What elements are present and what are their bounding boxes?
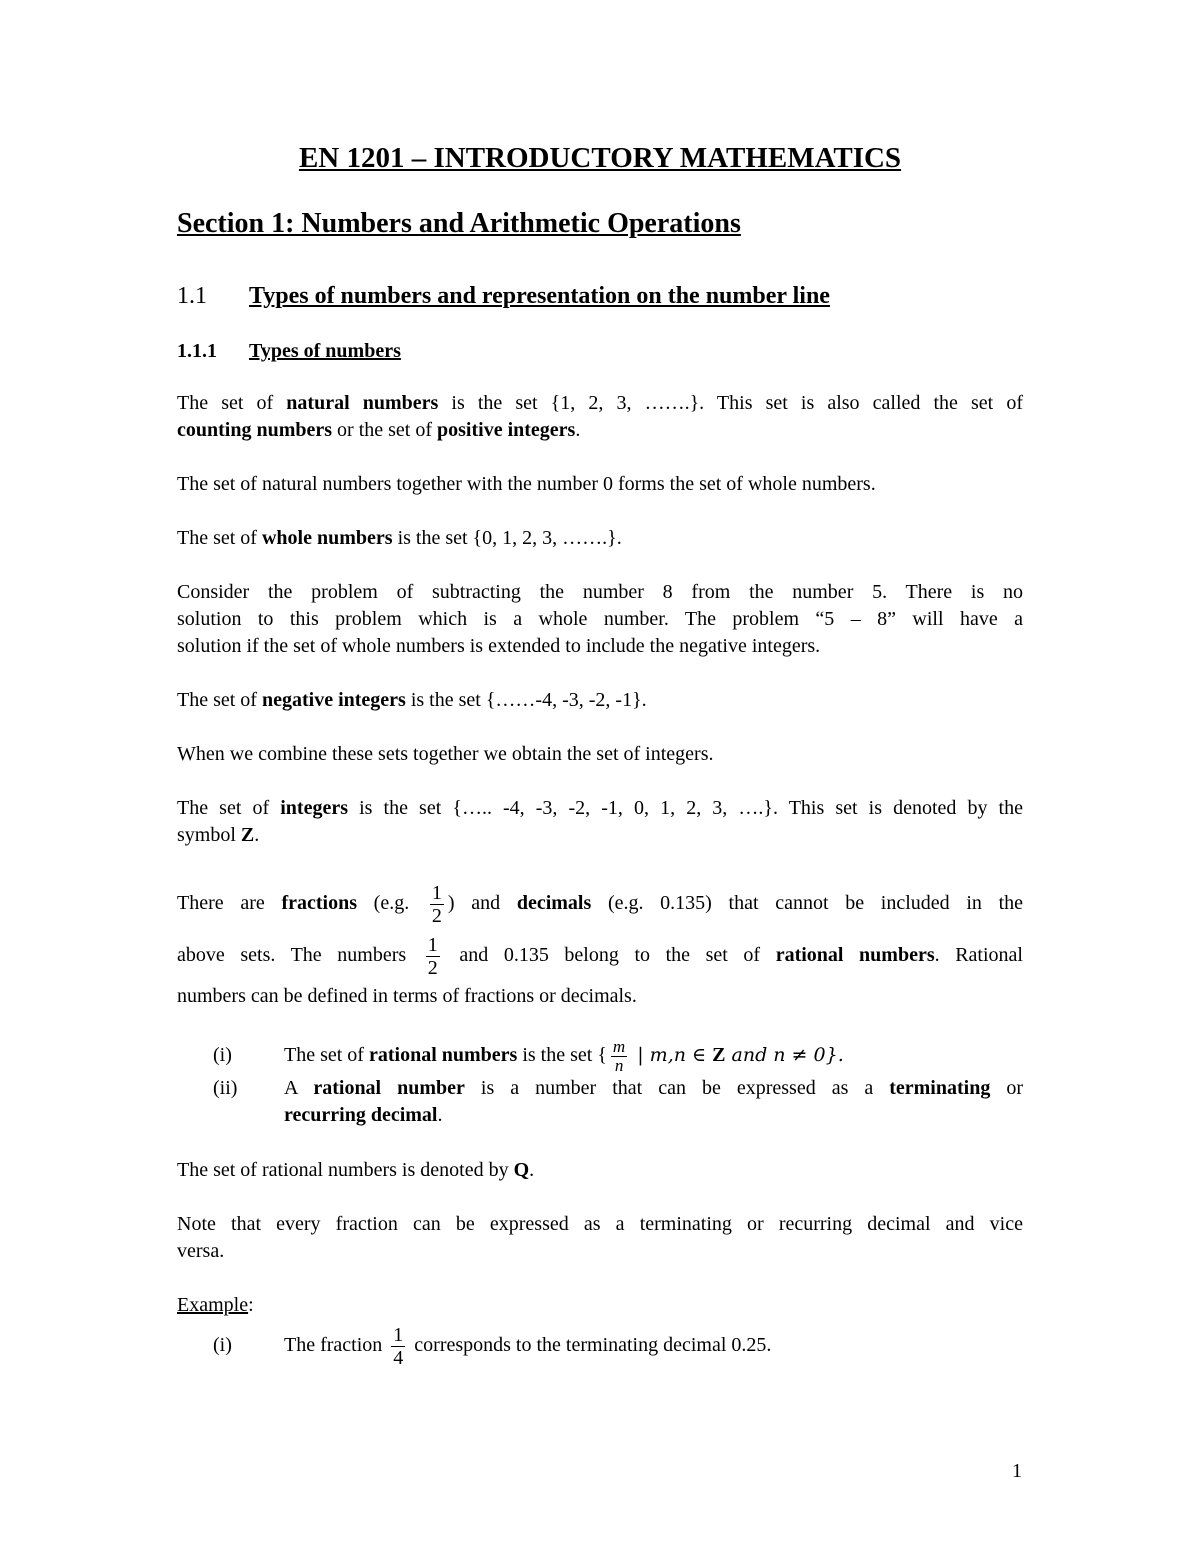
subsection-title: Types of numbers and representation on the number line — [249, 283, 830, 309]
text: is the set {….. -4, -3, -2, -1, 0, 1, 2, 3, ….}. This set is denoted by the — [348, 797, 1023, 819]
definition-body — [284, 1028, 1023, 1082]
paragraph-integers-line2 — [177, 822, 1023, 849]
text: The set of — [177, 689, 262, 711]
text: or — [990, 1077, 1023, 1099]
text: : — [248, 1294, 254, 1316]
paragraph-fractions-line1 — [177, 878, 1023, 928]
paragraph-subtraction-line2: solution to this problem which is a whole number. The problem “5 – 8” will have a — [177, 608, 1023, 630]
text: . Rational — [934, 944, 1023, 966]
term-fractions: fractions — [281, 892, 357, 914]
term-recurring-decimal: recurring decimal — [284, 1104, 438, 1126]
term-rational-numbers: rational numbers — [775, 944, 935, 966]
text: . — [437, 1104, 443, 1126]
text: or the set of — [332, 419, 438, 441]
text: is the set {0, 1, 2, 3, …….}. — [392, 527, 622, 549]
term-positive-integers: positive integers — [437, 419, 576, 441]
paragraph-whole-numbers — [177, 525, 1023, 552]
subsubsection-heading — [177, 336, 401, 366]
paragraph-natural-numbers-line1 — [177, 390, 1023, 417]
paragraph-combine-sets: When we combine these sets together we obtain the set of integers. — [177, 743, 714, 765]
subsubsection-number: 1.1.1 — [177, 340, 217, 362]
text: is the set {……-4, -3, -2, -1}. — [405, 689, 647, 711]
paragraph-negative-integers — [177, 687, 1023, 714]
paragraph-note-line2: versa. — [177, 1240, 225, 1262]
fraction-numerator: 1 — [427, 933, 438, 956]
fraction-denominator: n — [614, 1055, 624, 1075]
text: The set of rational numbers is denoted by — [177, 1159, 514, 1181]
text: The set of — [177, 797, 281, 819]
paragraph-note-line1: Note that every fraction can be expressed as a terminating or recurring decimal and vice — [177, 1213, 1023, 1235]
term-decimals: decimals — [516, 892, 592, 914]
symbol-z: Z — [712, 1044, 726, 1066]
text: ) and — [447, 892, 517, 914]
subsubsection-title: Types of numbers — [249, 340, 401, 362]
list-label: (i) — [213, 1334, 232, 1356]
fraction-one-half — [430, 882, 444, 927]
text: above sets. The numbers — [177, 944, 422, 966]
text: is the set {1, 2, 3, …….}. This set is also called the set of — [438, 392, 1024, 414]
section-title: Section 1: Numbers and Arithmetic Operations — [177, 208, 741, 239]
term-integers: integers — [280, 797, 348, 819]
example-heading — [177, 1292, 254, 1319]
text: . — [254, 824, 260, 846]
definition-body-line2 — [284, 1102, 1023, 1129]
subsection-heading — [177, 279, 830, 313]
term-counting-numbers: counting numbers — [177, 419, 333, 441]
fraction-m-over-n — [611, 1038, 627, 1075]
course-title: EN 1201 – INTRODUCTORY MATHEMATICS — [298, 142, 902, 174]
term-natural-numbers: natural numbers — [286, 392, 439, 414]
list-label: (i) — [213, 1044, 232, 1066]
text: . — [575, 419, 581, 441]
symbol-z: Z — [240, 824, 255, 846]
term-negative-integers: negative integers — [261, 689, 406, 711]
paragraph-subtraction-line1: Consider the problem of subtracting the number 8 from the number 5. There is no — [177, 581, 1023, 603]
example-label: Example — [177, 1294, 249, 1316]
symbol-q: Q — [513, 1159, 530, 1181]
subsection-number: 1.1 — [177, 283, 207, 309]
text: . — [529, 1159, 535, 1181]
text: The fraction — [284, 1334, 388, 1356]
text: The set of — [177, 527, 262, 549]
term-whole-numbers: whole numbers — [261, 527, 393, 549]
text: There are — [177, 892, 282, 914]
paragraph-fractions-line3: numbers can be defined in terms of fractions or decimals. — [177, 985, 637, 1007]
paragraph-fractions-line2 — [177, 930, 1023, 980]
fraction-numerator: 1 — [393, 1323, 404, 1346]
text: and 0.135 belong to the set of — [443, 944, 776, 966]
paragraph-integers-line1 — [177, 795, 1023, 822]
text: (e.g. — [356, 892, 426, 914]
definition-body-line1 — [284, 1075, 1023, 1102]
text: A — [284, 1077, 314, 1099]
fraction-one-half — [426, 934, 440, 979]
text: corresponds to the terminating decimal 0.25. — [409, 1334, 772, 1356]
text: is a number that can be expressed as a — [464, 1077, 890, 1099]
text: The set of — [177, 392, 287, 414]
example-body — [284, 1318, 1023, 1372]
text: is the set { — [517, 1044, 607, 1066]
list-label: (ii) — [213, 1077, 238, 1099]
page-number: 1 — [1012, 1460, 1022, 1482]
paragraph-natural-numbers-line2 — [177, 417, 1023, 444]
fraction-one-quarter — [391, 1324, 405, 1369]
paragraph-whole-numbers-intro: The set of natural numbers together with the number 0 forms the set of whole numbers. — [177, 473, 876, 495]
math-text: | m,n ∈ — [631, 1044, 713, 1066]
text: The set of — [284, 1044, 369, 1066]
term-rational-number: rational number — [313, 1077, 465, 1099]
term-terminating: terminating — [889, 1077, 991, 1099]
text: (e.g. 0.135) that cannot be included in the — [591, 892, 1024, 914]
text: symbol — [177, 824, 241, 846]
fraction-numerator: 1 — [431, 881, 442, 904]
fraction-denominator: 4 — [393, 1346, 404, 1369]
math-text: and n ≠ 0}. — [725, 1044, 844, 1066]
paragraph-rational-symbol — [177, 1157, 1023, 1184]
fraction-numerator: m — [612, 1036, 626, 1056]
paragraph-subtraction-line3: solution if the set of whole numbers is extended to include the negative integers. — [177, 635, 821, 657]
fraction-denominator: 2 — [427, 956, 438, 979]
fraction-denominator: 2 — [431, 904, 442, 927]
term-rational-numbers: rational numbers — [368, 1044, 518, 1066]
